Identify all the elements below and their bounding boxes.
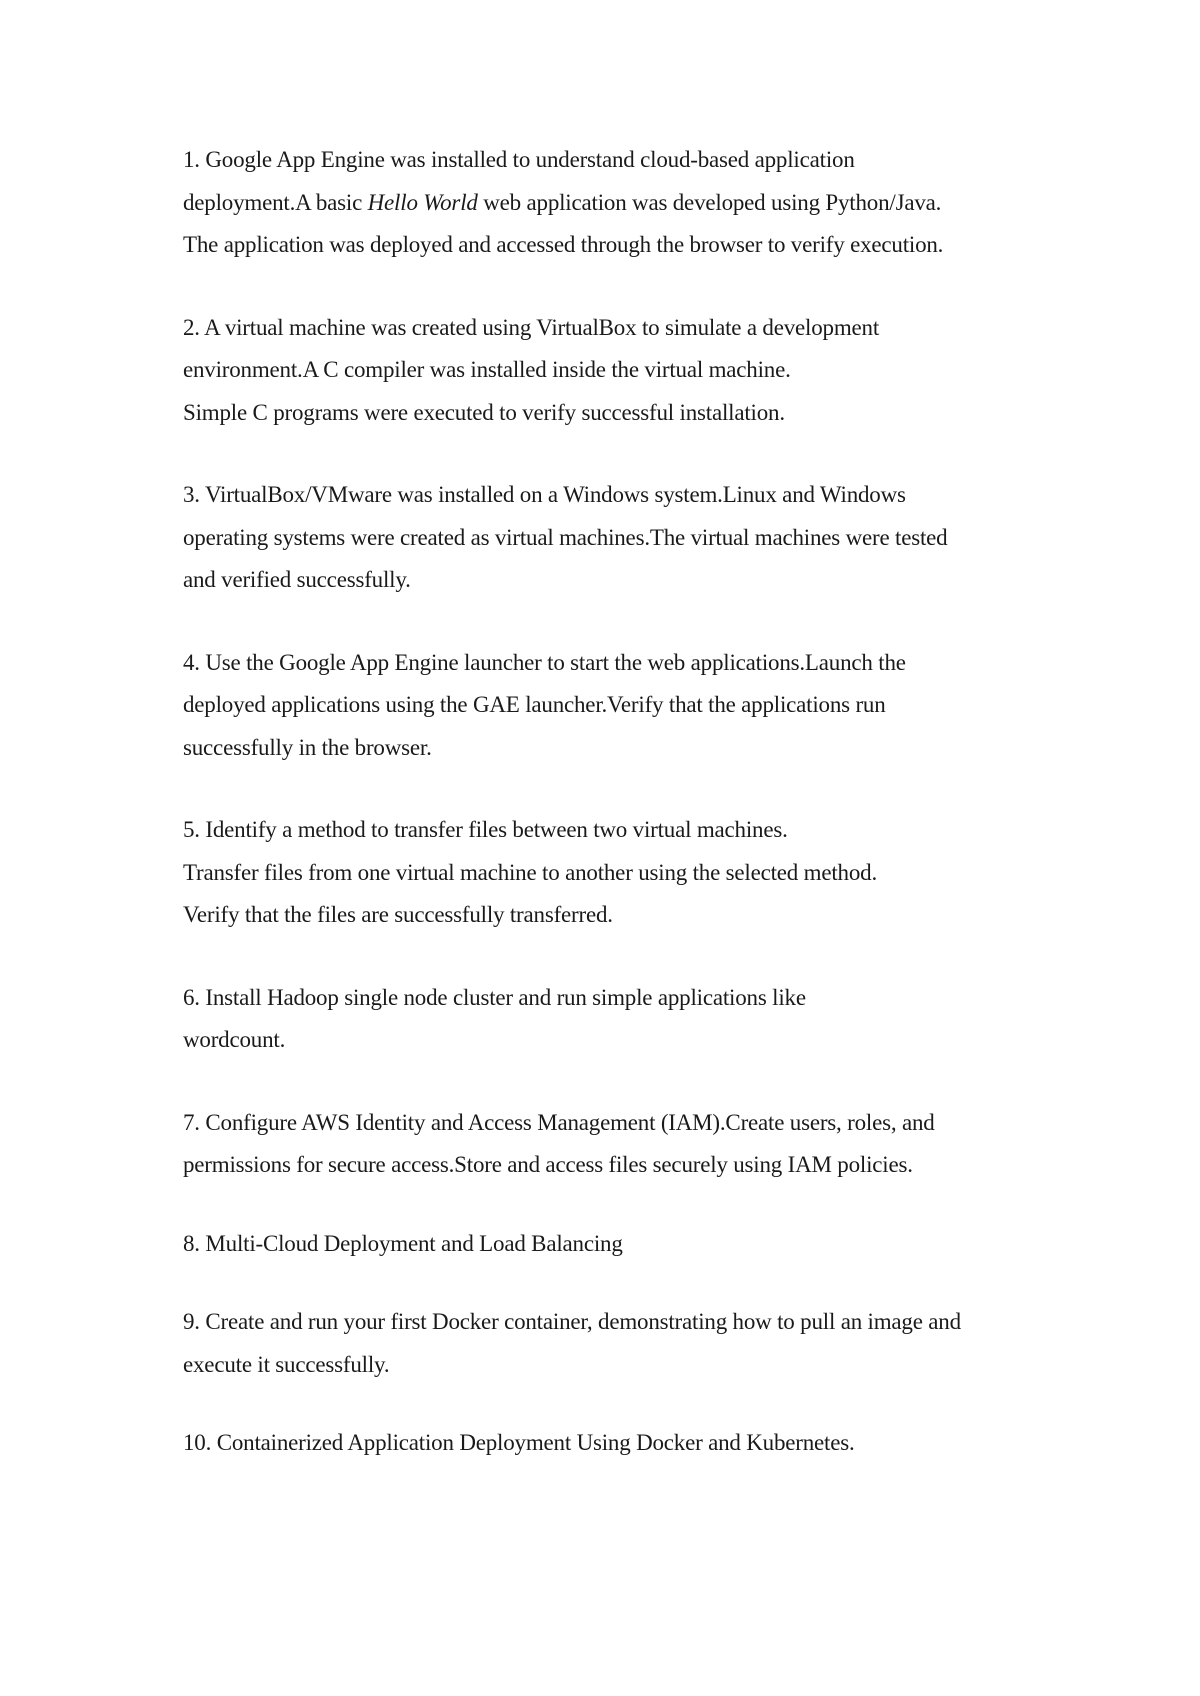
list-item-1 [183, 139, 1083, 267]
list-item-5 [183, 809, 1083, 937]
hello-world-text: Hello World [367, 189, 478, 215]
item-3-line-3: and verified successfully. [183, 567, 411, 592]
item-7-line-2: permissions for secure access.Store and access files securely using IAM policies. [183, 1152, 913, 1177]
item-2-line-1: 2. A virtual machine was created using VirtualBox to simulate a development [183, 314, 880, 340]
task-list [183, 139, 1083, 1465]
item-3-line-1: 3. VirtualBox/VMware was installed on a Windows system.Linux and Windows [183, 482, 906, 507]
item-1-line-1: 1. Google App Engine was installed to understand cloud-based application [183, 147, 855, 172]
item-5-line-2: Transfer files from one virtual machine to another using the selected method. [183, 859, 877, 885]
item-1-line-2-start: deployment.A basic [183, 189, 368, 215]
list-item-7 [183, 1102, 1083, 1187]
list-item-9 [183, 1301, 1083, 1386]
item-6-line-1: 6. Install Hadoop single node cluster and run simple applications like [183, 984, 806, 1010]
list-item-4 [183, 642, 1083, 770]
item-4-line-1: 4. Use the Google App Engine launcher to start the web applications.Launch the [183, 649, 906, 675]
list-item-3 [183, 474, 1083, 602]
item-5-line-1: 5. Identify a method to transfer files between two virtual machines. [183, 817, 788, 842]
item-6-line-2: wordcount. [183, 1027, 286, 1052]
item-2-line-2: environment.A C compiler was installed inside the virtual machine. [183, 357, 791, 382]
item-9-line-2: execute it successfully. [183, 1351, 390, 1377]
item-7-line-1: 7. Configure AWS Identity and Access Management (IAM).Create users, roles, and [183, 1109, 935, 1135]
item-1-line-2 [183, 182, 1083, 225]
item-4-line-3: successfully in the browser. [183, 734, 432, 760]
item-1-line-2-end: web application was developed using Python/Java. [477, 189, 942, 215]
item-10-line-1: 10. Containerized Application Deployment Using Docker and Kubernetes. [183, 1430, 855, 1455]
list-item-10 [183, 1422, 1083, 1465]
item-8-line-1: 8. Multi-Cloud Deployment and Load Balancing [183, 1230, 623, 1256]
list-item-6 [183, 977, 1083, 1062]
item-4-line-2: deployed applications using the GAE launcher.Verify that the applications run [183, 692, 886, 717]
item-5-line-3: Verify that the files are successfully transferred. [183, 902, 613, 927]
item-9-line-1: 9. Create and run your first Docker container, demonstrating how to pull an image and [183, 1309, 961, 1334]
item-2-line-3: Simple C programs were executed to verify successful installation. [183, 399, 785, 425]
item-3-line-2: operating systems were created as virtual machines.The virtual machines were tested [183, 524, 948, 550]
list-item-2 [183, 307, 1083, 435]
item-1-line-3: The application was deployed and accessed through the browser to verify execution. [183, 232, 944, 257]
list-item-8 [183, 1223, 1083, 1266]
